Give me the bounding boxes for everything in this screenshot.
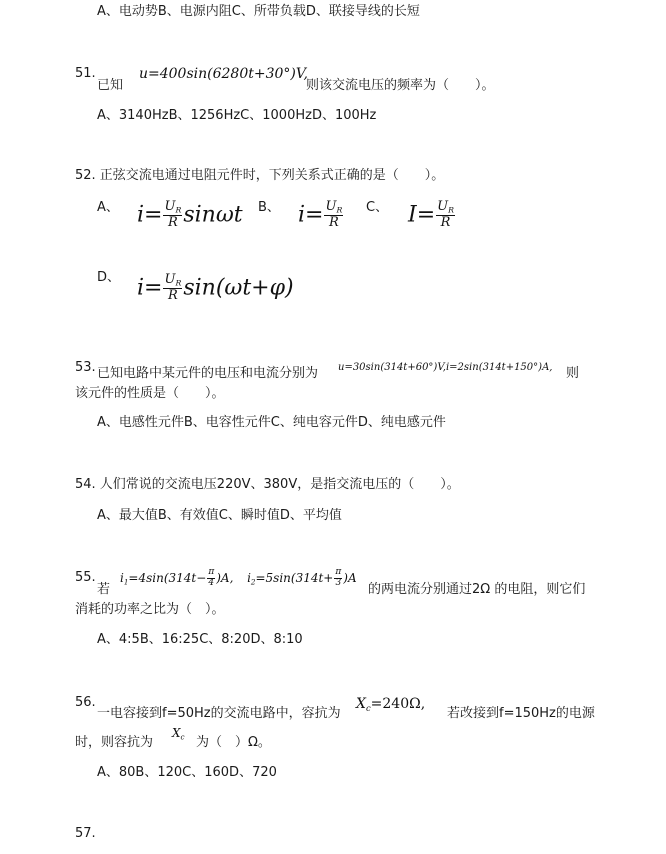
- q53-options: A、电感性元件B、电容性元件C、纯电容元件D、纯电感元件: [97, 415, 446, 430]
- q50-options: A、电动势B、电源内阻C、所带负载D、联接导线的长短: [97, 4, 420, 19]
- q52-formula-d: i= $\frac{U_R}{R}$ sin(ωt+φ): [137, 272, 294, 304]
- q51-pre: 已知: [97, 78, 124, 93]
- q56-formula: $X_c=240\Omega$,: [356, 696, 426, 713]
- q56-pre: 一电容接到f=50Hz的交流电路中，容抗为: [97, 706, 341, 721]
- q52-label-d: D、: [97, 270, 121, 285]
- q52-formula-c: I= $\frac{U_R}{R}$: [408, 199, 454, 231]
- q56-options: A、80B、120C、160D、720: [97, 765, 277, 780]
- q56-post: 若改接到f=150Hz的电源: [447, 706, 595, 721]
- q51-formula: u=400sin(6280t+30°)V,: [139, 66, 308, 82]
- q56-line2-pre: 时，则容抗为: [75, 735, 154, 750]
- q55-post: 的两电流分别通过2Ω 的电阻，则它们: [368, 582, 586, 597]
- q55-pre: 若: [97, 582, 111, 597]
- q53-pre: 已知电路中某元件的电压和电流分别为: [97, 366, 319, 381]
- q53-post: 则: [566, 366, 580, 381]
- q57-number: 57.: [75, 826, 96, 841]
- q52-label-c: C、: [366, 200, 389, 215]
- q55-options: A、4:5B、16:25C、8:20D、8:10: [97, 632, 303, 647]
- q52-formula-b: i= $\frac{U_R}{R}$: [298, 199, 343, 231]
- q54-stem: 54. 人们常说的交流电压220V、380V，是指交流电压的（ ）。: [75, 477, 460, 492]
- q51-number: 51.: [75, 66, 96, 81]
- q52-label-a: A、: [97, 200, 119, 215]
- q55-number: 55.: [75, 570, 96, 585]
- q52-formula-a: i= $\frac{U_R}{R}$ sinωt: [137, 199, 243, 231]
- q53-formula: u=30sin(314t+60°)V,i=2sin(314t+150°)A,: [338, 362, 553, 373]
- q51-options: A、3140HzB、1256HzC、1000HzD、100Hz: [97, 108, 377, 123]
- q52-label-b: B、: [258, 200, 280, 215]
- q56-line2-post: 为（ ）Ω。: [196, 735, 271, 750]
- q52-stem: 52. 正弦交流电通过电阻元件时，下列关系式正确的是（ ）。: [75, 168, 445, 183]
- q56-line2-formula: $X_c$: [172, 726, 185, 742]
- q53-number: 53.: [75, 360, 96, 375]
- q53-line2: 该元件的性质是（ ）。: [75, 386, 225, 401]
- q51-post: 则该交流电压的频率为（ ）。: [306, 78, 495, 93]
- q56-number: 56.: [75, 695, 96, 710]
- q55-line2: 消耗的功率之比为（ ）。: [75, 602, 225, 617]
- q54-options: A、最大值B、有效值C、瞬时值D、平均值: [97, 508, 342, 523]
- q55-formula: $i_1=4\sin(314t-$ $\frac{\pi}{4}$ )A, $i_2=5\sin(314t+$ $\frac{\pi}{3}$ )A: [120, 567, 357, 588]
